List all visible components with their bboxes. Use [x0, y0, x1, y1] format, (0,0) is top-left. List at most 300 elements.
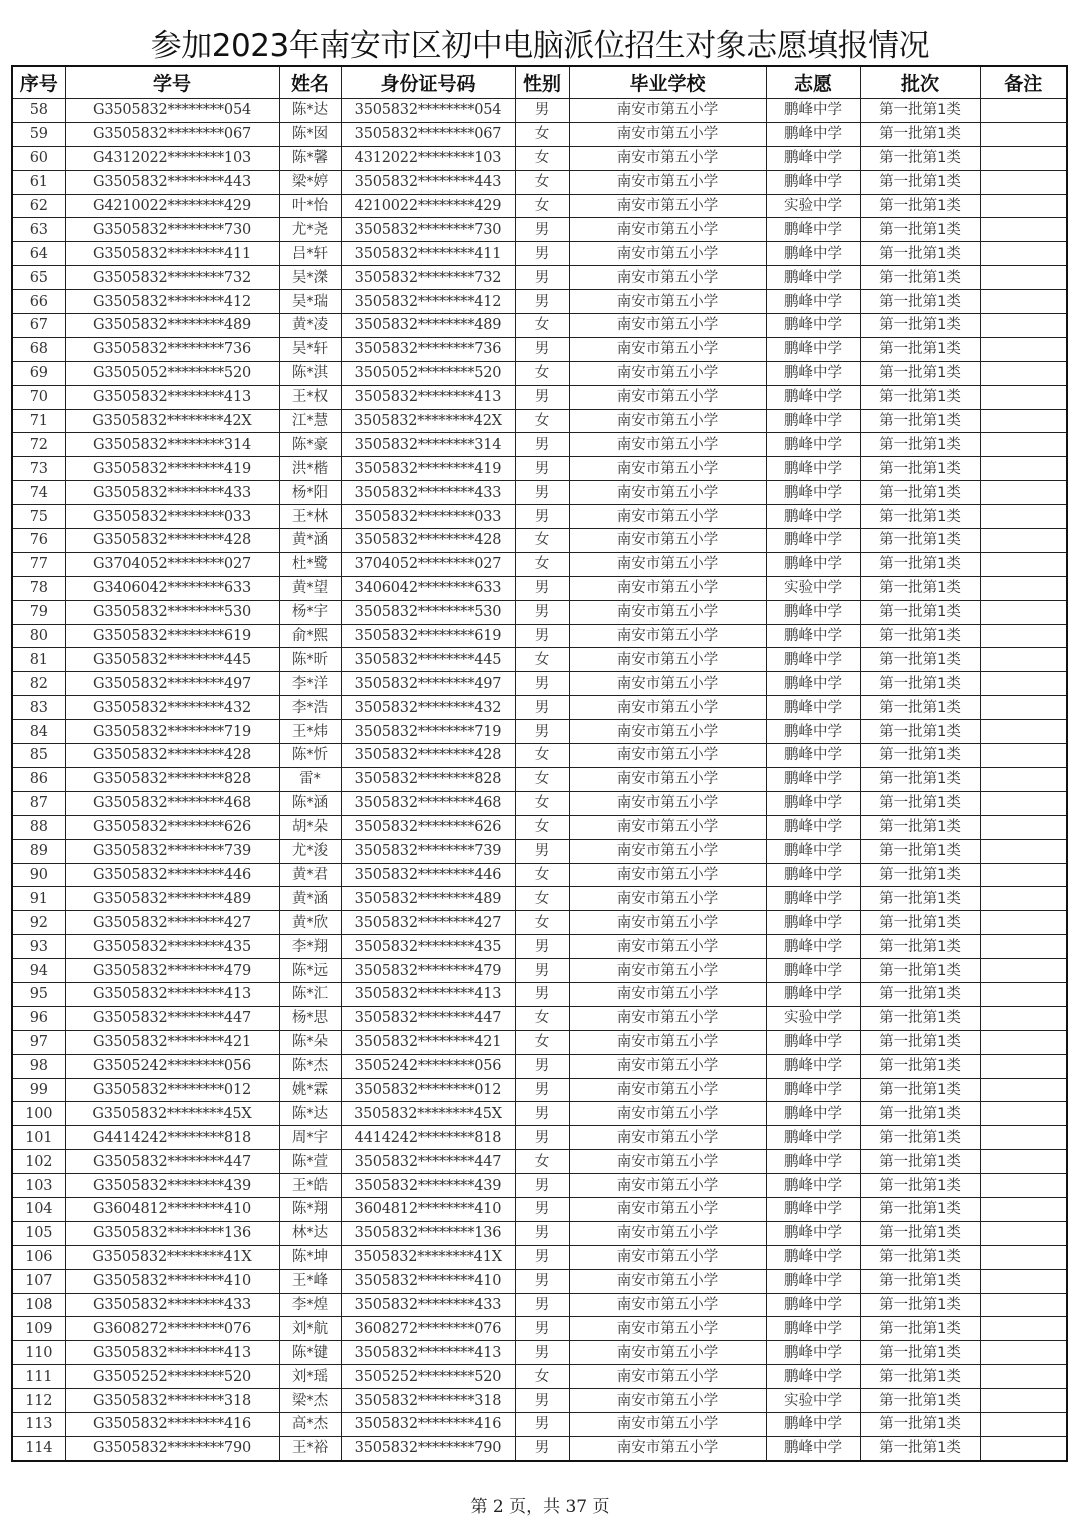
cell-id-card: 3505832********626 [341, 815, 515, 839]
cell-remarks [980, 457, 1067, 481]
cell-name: 黄*望 [279, 576, 341, 600]
cell-id-card: 3505832********736 [341, 337, 515, 361]
cell-name: 李*洋 [279, 672, 341, 696]
cell-preference: 实验中学 [766, 1006, 860, 1030]
cell-student-id: G3505832********736 [65, 337, 279, 361]
header-seq: 序号 [12, 66, 65, 99]
table-row [12, 457, 1067, 481]
cell-id-card: 3505832********489 [341, 887, 515, 911]
cell-student-id: G4414242********818 [65, 1126, 279, 1150]
cell-preference: 鹏峰中学 [766, 146, 860, 170]
cell-seq: 83 [12, 696, 65, 720]
cell-seq: 76 [12, 529, 65, 553]
cell-remarks [980, 194, 1067, 218]
cell-batch: 第一批第1类 [860, 170, 980, 194]
cell-school: 南安市第五小学 [569, 959, 766, 983]
cell-remarks [980, 266, 1067, 290]
cell-preference: 鹏峰中学 [766, 720, 860, 744]
cell-remarks [980, 839, 1067, 863]
cell-gender: 男 [515, 624, 569, 648]
cell-preference: 鹏峰中学 [766, 1341, 860, 1365]
cell-school: 南安市第五小学 [569, 481, 766, 505]
table-row [12, 863, 1067, 887]
cell-id-card: 3505832********033 [341, 505, 515, 529]
cell-school: 南安市第五小学 [569, 839, 766, 863]
cell-gender: 女 [515, 1030, 569, 1054]
table-row [12, 385, 1067, 409]
cell-remarks [980, 1030, 1067, 1054]
cell-gender: 女 [515, 911, 569, 935]
cell-remarks [980, 576, 1067, 600]
cell-preference: 鹏峰中学 [766, 170, 860, 194]
table-row [12, 314, 1067, 338]
cell-name: 李*煌 [279, 1293, 341, 1317]
header-student-id: 学号 [65, 66, 279, 99]
table-row [12, 481, 1067, 505]
cell-preference: 鹏峰中学 [766, 696, 860, 720]
cell-seq: 89 [12, 839, 65, 863]
cell-student-id: G3505832********619 [65, 624, 279, 648]
cell-gender: 男 [515, 337, 569, 361]
cell-name: 杜*鹭 [279, 552, 341, 576]
cell-name: 陈*远 [279, 959, 341, 983]
cell-id-card: 3505832********314 [341, 433, 515, 457]
cell-student-id: G3505832********443 [65, 170, 279, 194]
cell-student-id: G3505832********054 [65, 99, 279, 123]
cell-id-card: 3505832********719 [341, 720, 515, 744]
cell-gender: 男 [515, 1317, 569, 1341]
cell-remarks [980, 696, 1067, 720]
cell-name: 黄*欣 [279, 911, 341, 935]
cell-student-id: G3505832********428 [65, 529, 279, 553]
cell-gender: 女 [515, 552, 569, 576]
cell-preference: 鹏峰中学 [766, 815, 860, 839]
cell-id-card: 3505832********41X [341, 1245, 515, 1269]
cell-seq: 82 [12, 672, 65, 696]
cell-id-card: 3505832********530 [341, 600, 515, 624]
cell-preference: 鹏峰中学 [766, 1078, 860, 1102]
cell-gender: 男 [515, 1054, 569, 1078]
cell-school: 南安市第五小学 [569, 935, 766, 959]
cell-preference: 鹏峰中学 [766, 1221, 860, 1245]
cell-preference: 鹏峰中学 [766, 361, 860, 385]
cell-gender: 男 [515, 959, 569, 983]
cell-name: 王*裕 [279, 1436, 341, 1460]
cell-gender: 女 [515, 863, 569, 887]
cell-id-card: 3505832********428 [341, 744, 515, 768]
cell-preference: 鹏峰中学 [766, 959, 860, 983]
cell-remarks [980, 1245, 1067, 1269]
header-id-card: 身份证号码 [341, 66, 515, 99]
cell-gender: 女 [515, 529, 569, 553]
cell-remarks [980, 672, 1067, 696]
cell-id-card: 3505832********445 [341, 648, 515, 672]
cell-id-card: 3505832********427 [341, 911, 515, 935]
cell-student-id: G3505832********447 [65, 1006, 279, 1030]
document-title: 参加2023年南安市区初中电脑派位招生对象志愿填报情况 [150, 28, 930, 64]
cell-preference: 鹏峰中学 [766, 887, 860, 911]
table-row [12, 242, 1067, 266]
cell-id-card: 3505832********443 [341, 170, 515, 194]
cell-batch: 第一批第1类 [860, 863, 980, 887]
cell-batch: 第一批第1类 [860, 1221, 980, 1245]
table-row [12, 146, 1067, 170]
cell-seq: 93 [12, 935, 65, 959]
cell-remarks [980, 505, 1067, 529]
cell-remarks [980, 791, 1067, 815]
cell-id-card: 3505832********413 [341, 1341, 515, 1365]
cell-remarks [980, 314, 1067, 338]
header-school: 毕业学校 [569, 66, 766, 99]
cell-student-id: G4210022********429 [65, 194, 279, 218]
cell-preference: 鹏峰中学 [766, 648, 860, 672]
cell-batch: 第一批第1类 [860, 361, 980, 385]
cell-id-card: 3505832********435 [341, 935, 515, 959]
cell-gender: 女 [515, 648, 569, 672]
cell-gender: 男 [515, 1269, 569, 1293]
cell-gender: 男 [515, 600, 569, 624]
cell-school: 南安市第五小学 [569, 744, 766, 768]
cell-school: 南安市第五小学 [569, 1436, 766, 1460]
cell-preference: 鹏峰中学 [766, 1174, 860, 1198]
cell-preference: 鹏峰中学 [766, 1412, 860, 1436]
cell-school: 南安市第五小学 [569, 767, 766, 791]
cell-gender: 男 [515, 672, 569, 696]
cell-gender: 男 [515, 242, 569, 266]
cell-gender: 女 [515, 194, 569, 218]
cell-remarks [980, 481, 1067, 505]
cell-preference: 鹏峰中学 [766, 1436, 860, 1460]
cell-name: 梁*婷 [279, 170, 341, 194]
cell-student-id: G3505052********520 [65, 361, 279, 385]
cell-gender: 男 [515, 1221, 569, 1245]
cell-preference: 鹏峰中学 [766, 672, 860, 696]
cell-batch: 第一批第1类 [860, 624, 980, 648]
cell-seq: 65 [12, 266, 65, 290]
table-row [12, 529, 1067, 553]
cell-seq: 74 [12, 481, 65, 505]
cell-student-id: G3505832********318 [65, 1389, 279, 1413]
cell-remarks [980, 1341, 1067, 1365]
cell-seq: 106 [12, 1245, 65, 1269]
cell-seq: 102 [12, 1150, 65, 1174]
cell-remarks [980, 624, 1067, 648]
cell-batch: 第一批第1类 [860, 1317, 980, 1341]
cell-remarks [980, 1389, 1067, 1413]
cell-student-id: G3505832********421 [65, 1030, 279, 1054]
cell-batch: 第一批第1类 [860, 242, 980, 266]
cell-seq: 70 [12, 385, 65, 409]
table-row [12, 576, 1067, 600]
cell-batch: 第一批第1类 [860, 266, 980, 290]
cell-name: 刘*航 [279, 1317, 341, 1341]
cell-school: 南安市第五小学 [569, 218, 766, 242]
table-row [12, 433, 1067, 457]
cell-batch: 第一批第1类 [860, 887, 980, 911]
cell-name: 姚*霖 [279, 1078, 341, 1102]
cell-student-id: G3505832********428 [65, 744, 279, 768]
cell-id-card: 3505832********410 [341, 1269, 515, 1293]
table-row [12, 194, 1067, 218]
table-row [12, 911, 1067, 935]
cell-name: 俞*熙 [279, 624, 341, 648]
cell-school: 南安市第五小学 [569, 337, 766, 361]
cell-school: 南安市第五小学 [569, 99, 766, 123]
cell-remarks [980, 1269, 1067, 1293]
cell-name: 王*峰 [279, 1269, 341, 1293]
table-body [12, 99, 1067, 1461]
cell-name: 胡*朵 [279, 815, 341, 839]
table-row [12, 1174, 1067, 1198]
cell-gender: 女 [515, 314, 569, 338]
cell-student-id: G3505832********432 [65, 696, 279, 720]
cell-name: 黄*凌 [279, 314, 341, 338]
cell-name: 叶*怡 [279, 194, 341, 218]
page-indicator: 第 2 页，共 37 页 [470, 1497, 610, 1517]
cell-batch: 第一批第1类 [860, 1269, 980, 1293]
cell-remarks [980, 99, 1067, 123]
cell-id-card: 3505832********318 [341, 1389, 515, 1413]
cell-name: 杨*思 [279, 1006, 341, 1030]
cell-preference: 鹏峰中学 [766, 767, 860, 791]
table-row [12, 720, 1067, 744]
cell-preference: 鹏峰中学 [766, 290, 860, 314]
cell-student-id: G3505832********410 [65, 1269, 279, 1293]
table-row [12, 505, 1067, 529]
cell-id-card: 3406042********633 [341, 576, 515, 600]
cell-student-id: G3505832********416 [65, 1412, 279, 1436]
cell-id-card: 3604812********410 [341, 1197, 515, 1221]
cell-name: 陈*翔 [279, 1197, 341, 1221]
cell-id-card: 3505252********520 [341, 1365, 515, 1389]
cell-seq: 92 [12, 911, 65, 935]
cell-remarks [980, 1436, 1067, 1460]
cell-student-id: G3505832********033 [65, 505, 279, 529]
cell-id-card: 3505832********739 [341, 839, 515, 863]
cell-school: 南安市第五小学 [569, 194, 766, 218]
cell-batch: 第一批第1类 [860, 481, 980, 505]
cell-name: 陈*淇 [279, 361, 341, 385]
cell-batch: 第一批第1类 [860, 505, 980, 529]
cell-school: 南安市第五小学 [569, 624, 766, 648]
table-row [12, 982, 1067, 1006]
cell-id-card: 3505832********447 [341, 1150, 515, 1174]
cell-name: 吴*滐 [279, 266, 341, 290]
cell-remarks [980, 911, 1067, 935]
header-name: 姓名 [279, 66, 341, 99]
cell-id-card: 3505832********433 [341, 1293, 515, 1317]
cell-name: 王*皓 [279, 1174, 341, 1198]
cell-remarks [980, 552, 1067, 576]
cell-id-card: 4312022********103 [341, 146, 515, 170]
cell-name: 王*林 [279, 505, 341, 529]
cell-remarks [980, 1126, 1067, 1150]
cell-school: 南安市第五小学 [569, 600, 766, 624]
cell-gender: 女 [515, 767, 569, 791]
cell-preference: 鹏峰中学 [766, 1126, 860, 1150]
cell-school: 南安市第五小学 [569, 1293, 766, 1317]
cell-school: 南安市第五小学 [569, 457, 766, 481]
cell-remarks [980, 218, 1067, 242]
cell-name: 刘*瑶 [279, 1365, 341, 1389]
cell-remarks [980, 122, 1067, 146]
cell-id-card: 3505832********012 [341, 1078, 515, 1102]
cell-batch: 第一批第1类 [860, 696, 980, 720]
table-row [12, 1030, 1067, 1054]
table-row [12, 1293, 1067, 1317]
cell-id-card: 3505832********411 [341, 242, 515, 266]
cell-student-id: G3505832********530 [65, 600, 279, 624]
cell-school: 南安市第五小学 [569, 1078, 766, 1102]
cell-student-id: G3505832********479 [65, 959, 279, 983]
table-row [12, 266, 1067, 290]
cell-preference: 实验中学 [766, 576, 860, 600]
cell-gender: 男 [515, 1293, 569, 1317]
table-row [12, 361, 1067, 385]
cell-seq: 112 [12, 1389, 65, 1413]
cell-batch: 第一批第1类 [860, 529, 980, 553]
cell-preference: 鹏峰中学 [766, 552, 860, 576]
cell-seq: 75 [12, 505, 65, 529]
table-row [12, 1317, 1067, 1341]
cell-gender: 男 [515, 1078, 569, 1102]
cell-seq: 81 [12, 648, 65, 672]
cell-id-card: 3505832********136 [341, 1221, 515, 1245]
cell-batch: 第一批第1类 [860, 290, 980, 314]
cell-seq: 66 [12, 290, 65, 314]
cell-school: 南安市第五小学 [569, 672, 766, 696]
cell-student-id: G3505832********468 [65, 791, 279, 815]
cell-name: 陈*豪 [279, 433, 341, 457]
cell-batch: 第一批第1类 [860, 409, 980, 433]
cell-name: 陈*馨 [279, 146, 341, 170]
cell-batch: 第一批第1类 [860, 1341, 980, 1365]
cell-gender: 女 [515, 791, 569, 815]
cell-student-id: G3505832********433 [65, 1293, 279, 1317]
cell-name: 尤*尧 [279, 218, 341, 242]
cell-gender: 男 [515, 982, 569, 1006]
cell-seq: 114 [12, 1436, 65, 1460]
cell-student-id: G3505832********45X [65, 1102, 279, 1126]
cell-batch: 第一批第1类 [860, 337, 980, 361]
cell-student-id: G3505832********012 [65, 1078, 279, 1102]
cell-preference: 鹏峰中学 [766, 935, 860, 959]
cell-gender: 男 [515, 1389, 569, 1413]
cell-batch: 第一批第1类 [860, 791, 980, 815]
table-row [12, 122, 1067, 146]
cell-gender: 男 [515, 1126, 569, 1150]
cell-seq: 60 [12, 146, 65, 170]
cell-batch: 第一批第1类 [860, 122, 980, 146]
cell-name: 吴*轩 [279, 337, 341, 361]
cell-remarks [980, 170, 1067, 194]
cell-gender: 男 [515, 99, 569, 123]
table-row [12, 1126, 1067, 1150]
cell-batch: 第一批第1类 [860, 1102, 980, 1126]
cell-name: 吕*轩 [279, 242, 341, 266]
cell-seq: 61 [12, 170, 65, 194]
cell-student-id: G3505832********413 [65, 982, 279, 1006]
cell-student-id: G3505832********41X [65, 1245, 279, 1269]
cell-preference: 鹏峰中学 [766, 911, 860, 935]
cell-preference: 鹏峰中学 [766, 409, 860, 433]
cell-seq: 99 [12, 1078, 65, 1102]
cell-seq: 69 [12, 361, 65, 385]
header-gender: 性别 [515, 66, 569, 99]
cell-batch: 第一批第1类 [860, 1197, 980, 1221]
cell-id-card: 3505832********413 [341, 385, 515, 409]
cell-seq: 68 [12, 337, 65, 361]
cell-name: 李*浩 [279, 696, 341, 720]
cell-seq: 109 [12, 1317, 65, 1341]
cell-remarks [980, 337, 1067, 361]
cell-remarks [980, 290, 1067, 314]
cell-batch: 第一批第1类 [860, 1436, 980, 1460]
table-header-row [12, 66, 1067, 99]
cell-school: 南安市第五小学 [569, 361, 766, 385]
cell-preference: 鹏峰中学 [766, 457, 860, 481]
cell-name: 周*宇 [279, 1126, 341, 1150]
cell-id-card: 3505832********419 [341, 457, 515, 481]
cell-school: 南安市第五小学 [569, 1245, 766, 1269]
cell-student-id: G3505832********411 [65, 242, 279, 266]
cell-student-id: G3505832********136 [65, 1221, 279, 1245]
cell-gender: 男 [515, 290, 569, 314]
cell-remarks [980, 1150, 1067, 1174]
cell-seq: 80 [12, 624, 65, 648]
cell-preference: 鹏峰中学 [766, 1197, 860, 1221]
cell-gender: 男 [515, 935, 569, 959]
cell-student-id: G3505832********790 [65, 1436, 279, 1460]
table-row [12, 959, 1067, 983]
cell-preference: 鹏峰中学 [766, 481, 860, 505]
cell-remarks [980, 1078, 1067, 1102]
cell-gender: 女 [515, 170, 569, 194]
cell-id-card: 3505832********416 [341, 1412, 515, 1436]
cell-name: 高*杰 [279, 1412, 341, 1436]
cell-school: 南安市第五小学 [569, 1197, 766, 1221]
cell-remarks [980, 529, 1067, 553]
cell-gender: 男 [515, 1245, 569, 1269]
table-row [12, 552, 1067, 576]
cell-name: 陈*朵 [279, 1030, 341, 1054]
cell-student-id: G3608272********076 [65, 1317, 279, 1341]
table-row [12, 170, 1067, 194]
cell-school: 南安市第五小学 [569, 982, 766, 1006]
cell-name: 梁*杰 [279, 1389, 341, 1413]
cell-school: 南安市第五小学 [569, 1126, 766, 1150]
cell-school: 南安市第五小学 [569, 791, 766, 815]
cell-school: 南安市第五小学 [569, 170, 766, 194]
cell-preference: 鹏峰中学 [766, 99, 860, 123]
cell-school: 南安市第五小学 [569, 529, 766, 553]
cell-school: 南安市第五小学 [569, 314, 766, 338]
cell-student-id: G3604812********410 [65, 1197, 279, 1221]
cell-batch: 第一批第1类 [860, 911, 980, 935]
cell-seq: 58 [12, 99, 65, 123]
cell-remarks [980, 982, 1067, 1006]
cell-id-card: 3505832********433 [341, 481, 515, 505]
cell-preference: 鹏峰中学 [766, 1102, 860, 1126]
cell-student-id: G3505832********067 [65, 122, 279, 146]
cell-name: 陈*汇 [279, 982, 341, 1006]
cell-remarks [980, 1197, 1067, 1221]
cell-name: 江*慧 [279, 409, 341, 433]
cell-id-card: 3505832********479 [341, 959, 515, 983]
cell-remarks [980, 935, 1067, 959]
cell-id-card: 3505832********428 [341, 529, 515, 553]
cell-seq: 101 [12, 1126, 65, 1150]
